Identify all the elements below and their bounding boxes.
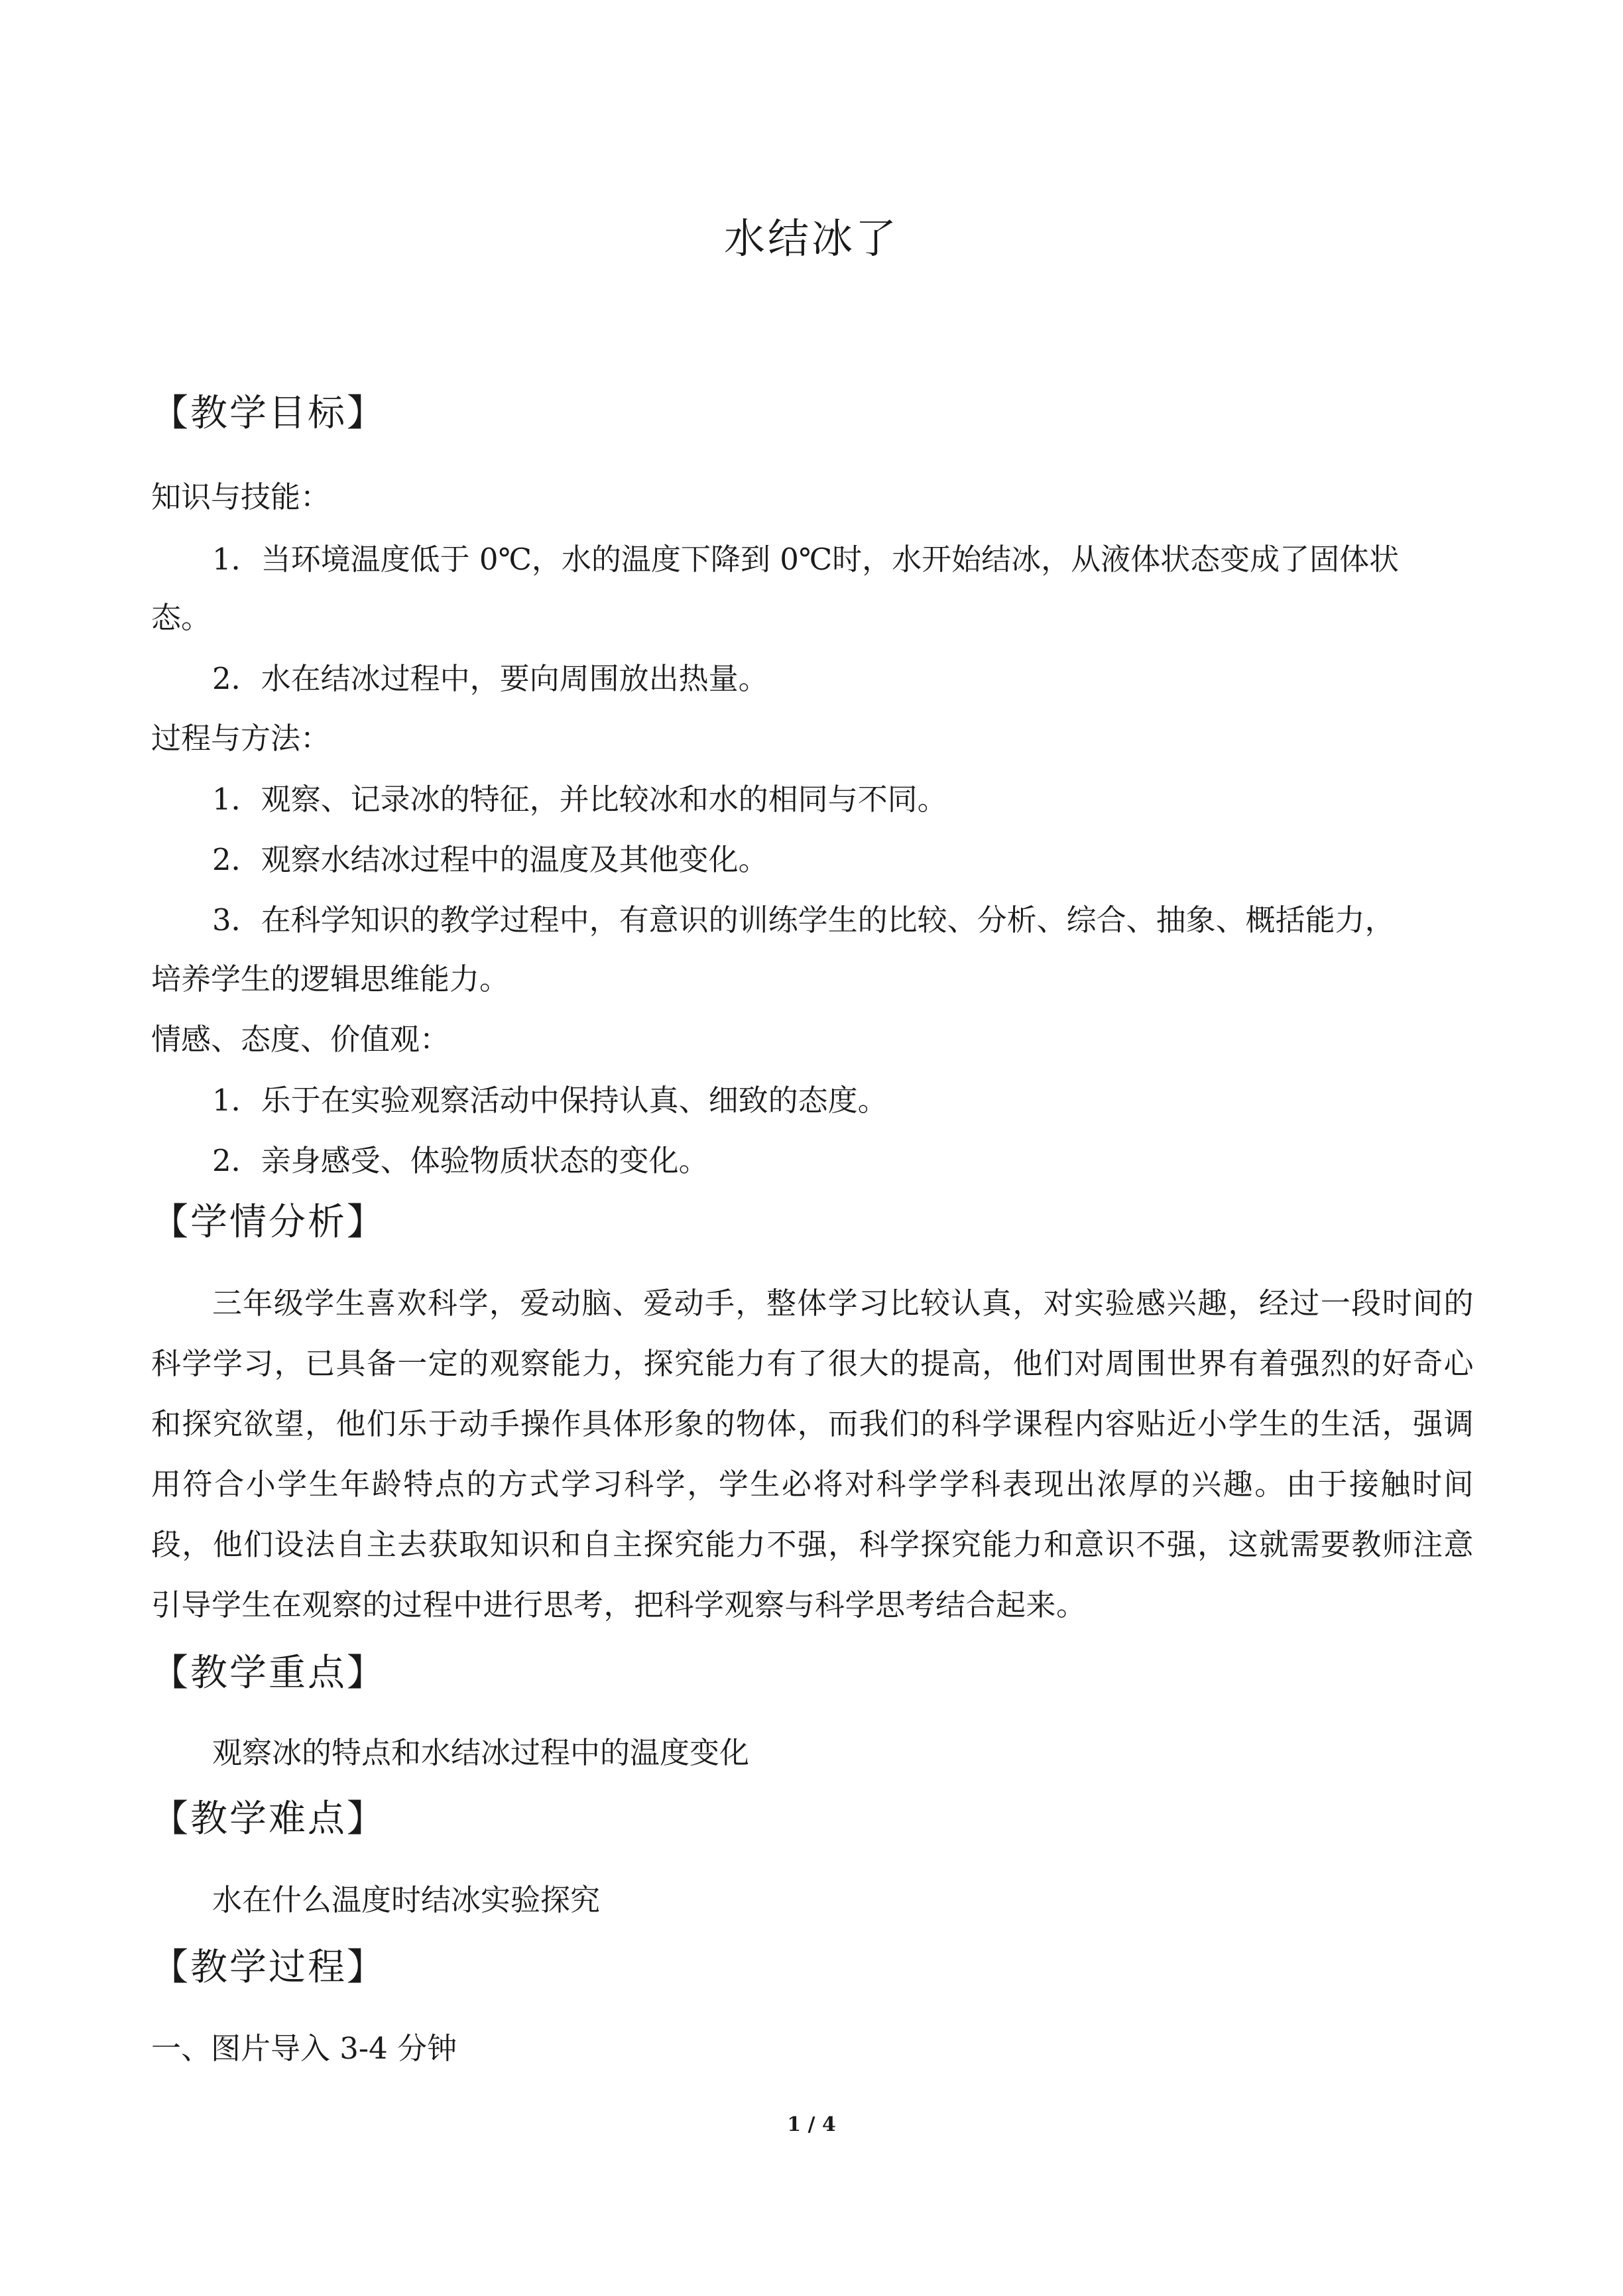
- heading-process: 【教学过程】: [151, 1946, 386, 1989]
- attitude-label: 情感、态度、价值观：: [151, 1022, 450, 1057]
- knowledge-item-2: 2．水在结冰过程中，要向周围放出热量。: [212, 661, 768, 696]
- heading-difficulties: 【教学难点】: [151, 1797, 386, 1841]
- knowledge-label: 知识与技能：: [151, 479, 331, 514]
- difficulties-text: 水在什么温度时结冰实验探究: [212, 1882, 601, 1917]
- process-item-3-cont: 培养学生的逻辑思维能力。: [151, 961, 510, 997]
- heading-objectives: 【教学目标】: [151, 392, 386, 435]
- process-step-1: 一、图片导入 3-4 分钟: [151, 2031, 457, 2066]
- document-title: 水结冰了: [723, 214, 899, 263]
- heading-analysis: 【学情分析】: [151, 1201, 386, 1244]
- analysis-paragraph: 三年级学生喜欢科学，爱动脑、爱动手，整体学习比较认真，对实验感兴趣，经过一段时间的科学学习，已具备一定的观察能力，探究能力有了很大的提高，他们对周围世界有着强烈的好奇心和探究欲望，他们乐于动手操作具体形象的物体，而我们的科学课程内容贴近小学生的生活，强调用符合小学生年龄特点的方式学习科学，学生必将对科学学科表现出浓厚的兴趣。由于接触时间段，他们设法自主去获取知识和自主探究能力不强，科学探究能力和意识不强，这就需要教师注意引导学生在观察的过程中进行思考，把科学观察与科学思考结合起来。: [151, 1286, 1474, 1622]
- key-points-text: 观察冰的特点和水结冰过程中的温度变化: [212, 1735, 750, 1770]
- page-number: 1 / 4: [787, 2113, 836, 2136]
- process-item-2: 2．观察水结冰过程中的温度及其他变化。: [212, 842, 768, 877]
- process-item-1: 1．观察、记录冰的特征，并比较冰和水的相同与不同。: [212, 782, 947, 817]
- heading-key-points: 【教学重点】: [151, 1652, 386, 1695]
- process-item-3: 3．在科学知识的教学过程中，有意识的训练学生的比较、分析、综合、抽象、概括能力，: [212, 902, 1395, 937]
- attitude-item-1: 1．乐于在实验观察活动中保持认真、细致的态度。: [212, 1083, 888, 1118]
- knowledge-item-1: 1．当环境温度低于 0℃，水的温度下降到 0℃时，水开始结冰，从液体状态变成了固体状: [212, 542, 1400, 577]
- process-label: 过程与方法：: [151, 721, 331, 756]
- knowledge-item-1-cont: 态。: [151, 600, 211, 635]
- attitude-item-2: 2．亲身感受、体验物质状态的变化。: [212, 1143, 709, 1178]
